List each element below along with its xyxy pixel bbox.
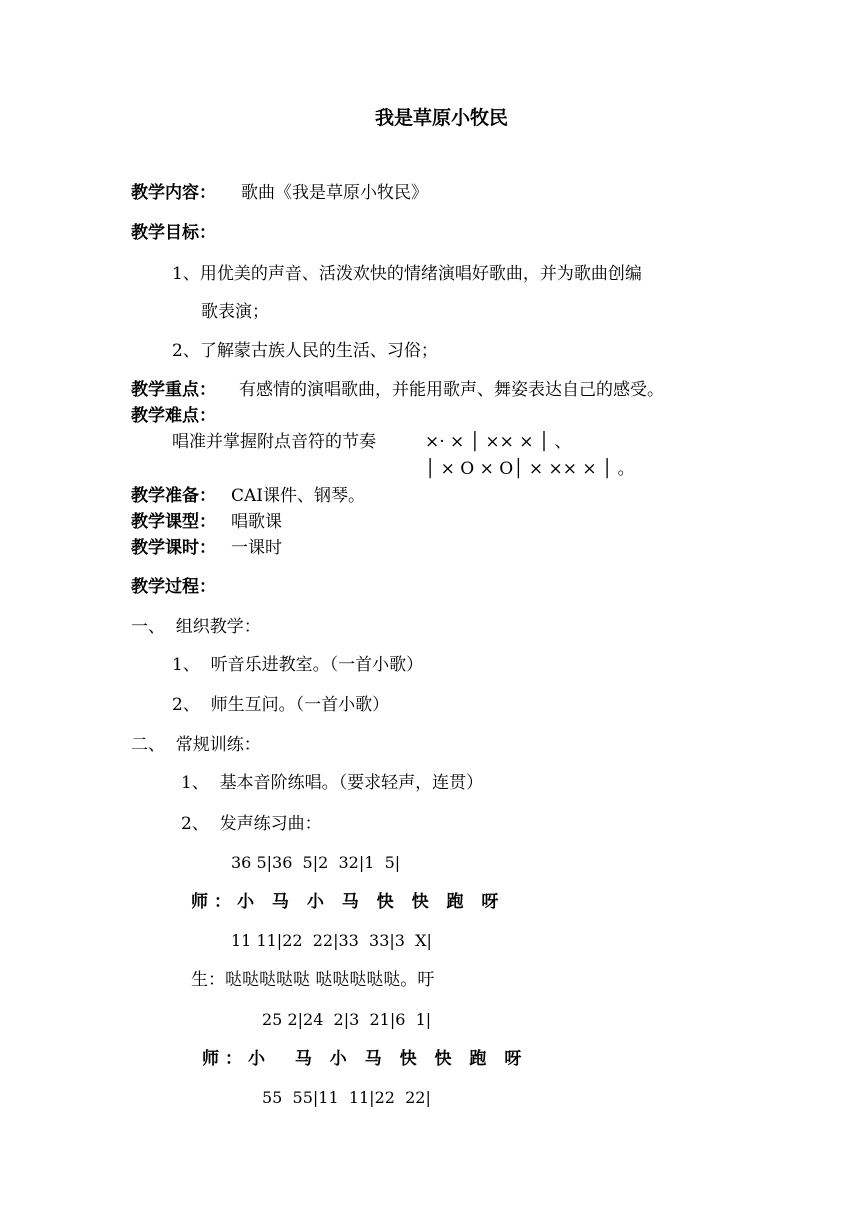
goal-item-1: 1、用优美的声音、活泼欢快的情绪演唱好歌曲，并为歌曲创编 — [172, 264, 642, 284]
lyric-line-3: 师：小 马 小 马 快 快 跑 呀 — [202, 1049, 528, 1069]
notation-line-1: 36 5|36 5|2 32|1 5| — [231, 853, 401, 872]
section-1-item-1: 1、 听音乐进教室。（一首小歌） — [172, 655, 424, 675]
goals-label: 教学目标： — [131, 223, 216, 243]
section-1-title: 一、 组织教学： — [131, 617, 261, 637]
prep-label: 教学准备： — [131, 486, 216, 506]
goal-item-1-continued: 歌表演； — [201, 302, 269, 322]
type-value: 唱歌课 — [231, 512, 282, 532]
notation-line-2: 11 11|22 22|33 33|3 X| — [231, 931, 432, 950]
lyric-line-2: 生：哒哒哒哒哒 哒哒哒哒哒。吁 — [191, 970, 435, 990]
notation-line-4: 55 55|11 11|22 22| — [262, 1088, 431, 1107]
goal-item-2: 2、了解蒙古族人民的生活、习俗； — [172, 341, 438, 361]
process-label: 教学过程： — [131, 577, 216, 597]
prep-value: CAI课件、钢琴。 — [231, 486, 365, 506]
content-label: 教学内容： — [131, 183, 216, 203]
section-2-item-1: 1、 基本音阶练唱。（要求轻声，连贯） — [181, 773, 484, 793]
key-point-value: 有感情的演唱歌曲，并能用歌声、舞姿表达自己的感受。 — [239, 380, 664, 400]
section-2-item-2: 2、 发声练习曲： — [181, 814, 322, 834]
notation-line-3: 25 2|24 2|3 21|6 1| — [262, 1010, 432, 1029]
rhythm-line-2: │ × O × O│ × ×× × │ 。 — [425, 459, 635, 479]
page-title: 我是草原小牧民 — [375, 107, 509, 129]
lyric-line-1: 师：小 马 小 马 快 快 跑 呀 — [191, 892, 505, 912]
key-point-label: 教学重点： — [131, 380, 216, 400]
content-value: 歌曲《我是草原小牧民》 — [241, 183, 428, 203]
rhythm-line-1: ×· × │ ×× × │ 、 — [425, 432, 572, 452]
difficulty-label: 教学难点： — [131, 406, 216, 426]
difficulty-text: 唱准并掌握附点音符的节奏 — [172, 432, 376, 452]
section-1-item-2: 2、 师生互问。（一首小歌） — [172, 695, 390, 715]
section-2-title: 二、 常规训练： — [131, 735, 261, 755]
hours-label: 教学课时： — [131, 538, 216, 558]
type-label: 教学课型： — [131, 512, 216, 532]
hours-value: 一课时 — [231, 538, 282, 558]
